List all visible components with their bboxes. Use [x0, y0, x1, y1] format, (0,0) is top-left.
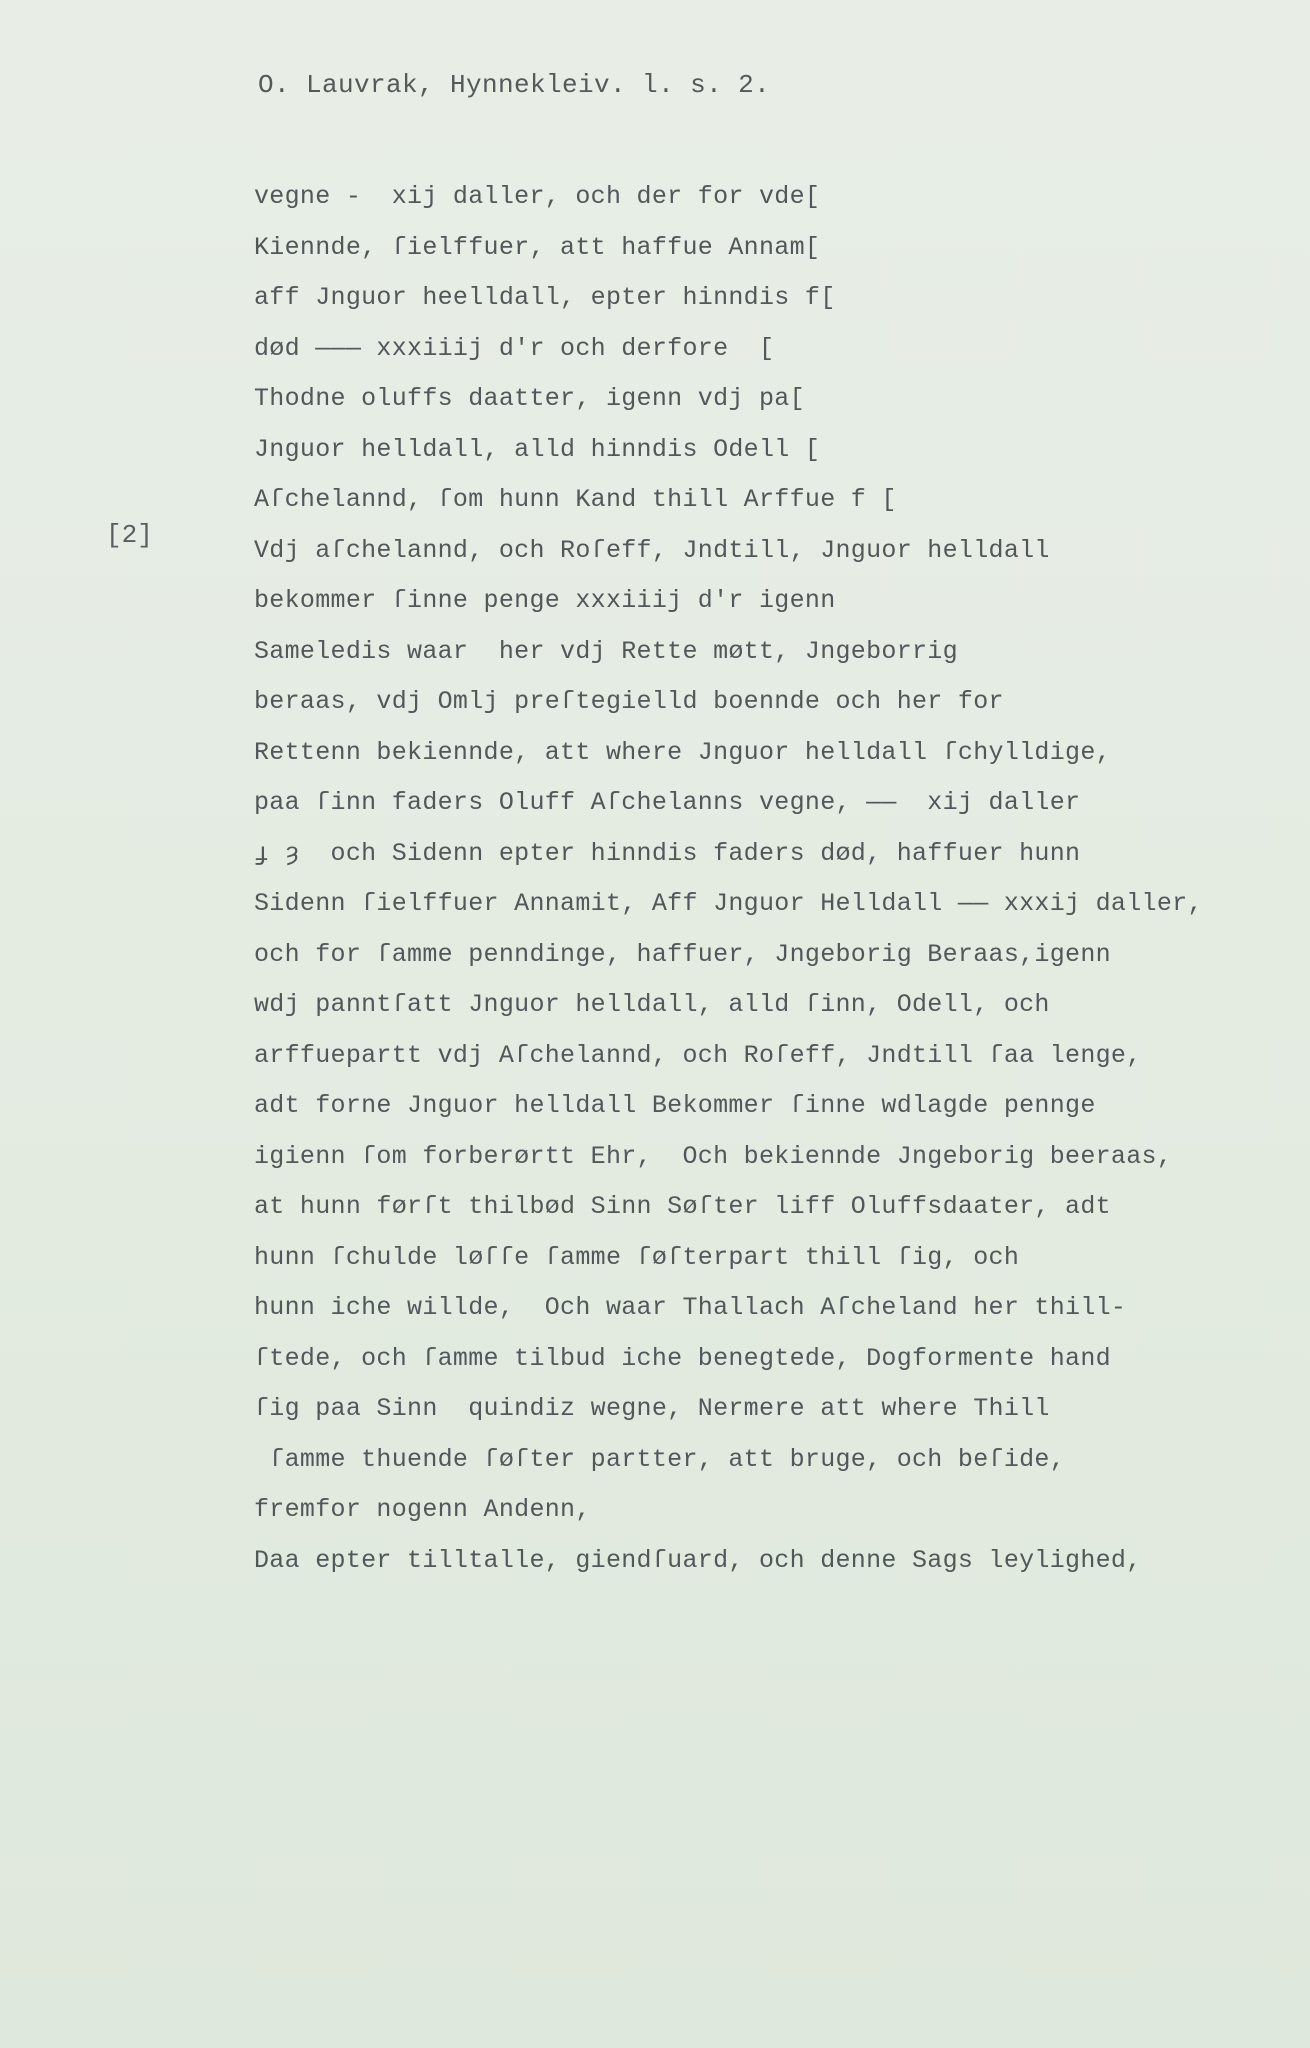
margin-page-marker: [2]	[106, 520, 153, 550]
text-line: ɟ ȝ och Sidenn epter hinndis faders død, haffuer hunn	[254, 838, 1081, 868]
text-line: ſtede, och ſamme tilbud iche benegtede, Dogformente hand	[254, 1343, 1111, 1373]
text-line: hunn ſchulde løſſe ſamme ſøſterpart thill ſig, och	[254, 1242, 1020, 1272]
text-line: Sameledis waar her vdj Rette møtt, Jngeborrig	[254, 636, 958, 666]
text-line: aff Jnguor heelldall, epter hinndis f[	[254, 283, 836, 312]
text-line: Sidenn ſielffuer Annamit, Aff Jnguor Helldall —— xxxij daller,	[254, 889, 1203, 918]
text-line: paa ſinn faders Oluff Aſchelanns vegne, —— xij daller	[254, 788, 1081, 817]
text-line: Thodne oluffs daatter, igenn vdj pa[	[254, 384, 805, 413]
text-line: Rettenn bekiennde, att where Jnguor helldall ſchylldige,	[254, 737, 1111, 767]
text-line: wdj panntſatt Jnguor helldall, alld ſinn, Odell, och	[254, 990, 1050, 1019]
text-line: Kiennde, ſielffuer, att haffue Annam[	[254, 232, 821, 262]
text-line: vegne - xij daller, och der for vde[	[254, 182, 821, 211]
text-line: ſig paa Sinn quindiz wegne, Nermere att where Thill	[254, 1394, 1050, 1423]
text-line: bekommer ſinne penge xxxiiij d'r igenn	[254, 586, 836, 615]
text-line: igienn ſom forberørtt Ehr, Och bekiennde Jngeborig beeraas,	[254, 1141, 1173, 1171]
text-line: at hunn førſt thilbød Sinn Søſter liff Oluffsdaater, adt	[254, 1192, 1111, 1221]
text-line: Vdj aſchelannd, och Roſeff, Jndtill, Jnguor helldall	[254, 535, 1050, 565]
text-line: arffuepartt vdj Aſchelannd, och Roſeff, Jndtill ſaa lenge,	[254, 1040, 1142, 1070]
text-line: Aſchelannd, ſom hunn Kand thill Arffue f [	[254, 485, 897, 514]
text-line: och for ſamme penndinge, haffuer, Jngeborig Beraas,igenn	[254, 939, 1111, 969]
text-line: beraas, vdj Omlj preſtegielld boennde och her for	[254, 687, 1004, 716]
text-line: hunn iche willde, Och waar Thallach Aſcheland her thill-	[254, 1293, 1127, 1322]
text-line: Daa epter tilltalle, giendſuard, och denne Sags leylighed,	[254, 1545, 1142, 1575]
text-line: død ——— xxxiiij d'r och derfore [	[254, 333, 775, 363]
page-heading: O. Lauvrak, Hynnekleiv. l. s. 2.	[258, 70, 771, 100]
text-line: fremfor nogenn Andenn,	[254, 1495, 591, 1524]
text-line: adt forne Jnguor helldall Bekommer ſinne wdlagde penngе	[254, 1091, 1096, 1120]
text-line: ſamme thuende ſøſter partter, att bruge, och beſide,	[254, 1444, 1066, 1474]
transcription-body	[254, 172, 1264, 1586]
text-line: Jnguor helldall, alld hinndis Odell [	[254, 434, 821, 464]
